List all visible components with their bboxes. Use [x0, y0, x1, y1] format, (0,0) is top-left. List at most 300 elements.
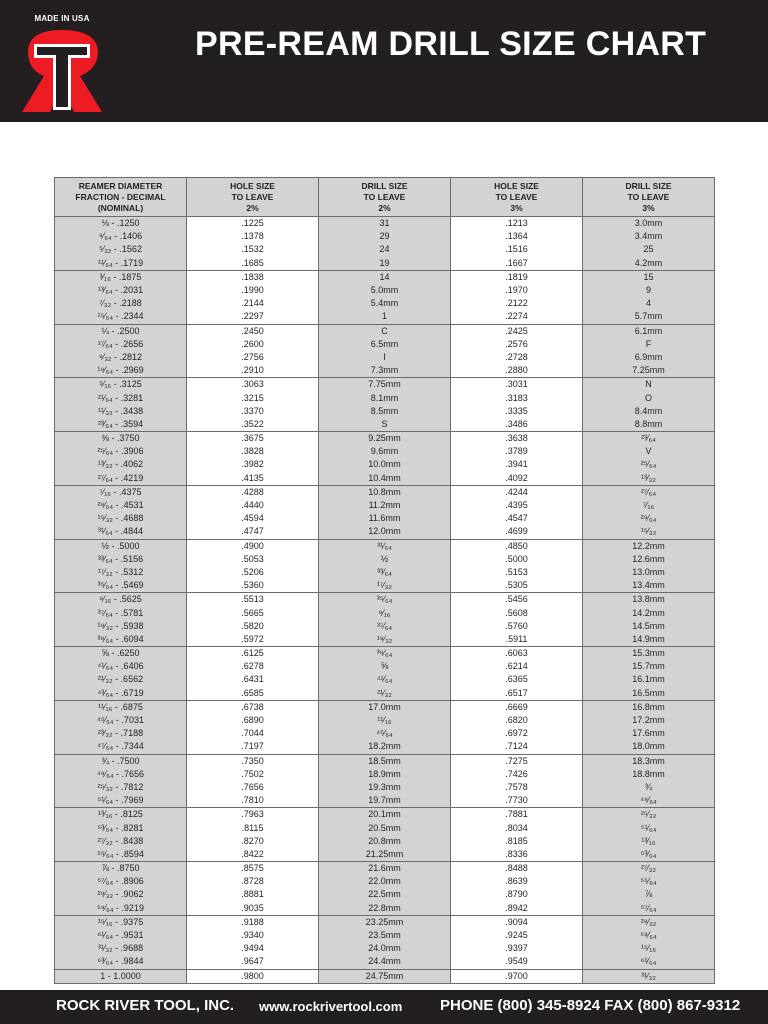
table-cell: .3638 [451, 432, 583, 446]
table-cell: ¹⁹⁄₆₄ - .2969 [55, 364, 187, 378]
table-cell: ³⁵⁄₆₄ [319, 593, 451, 607]
table-cell: 22.8mm [319, 902, 451, 916]
table-cell: ⁴⁹⁄₆₄ [583, 794, 715, 808]
table-cell: .7730 [451, 794, 583, 808]
table-cell: .3675 [187, 432, 319, 446]
table-cell: 5.4mm [319, 297, 451, 310]
table-cell: 22.0mm [319, 875, 451, 888]
column-header-line: 2% [378, 202, 391, 213]
table-cell: .9549 [451, 955, 583, 969]
table-cell: ¹³⁄₆₄ - .2031 [55, 284, 187, 297]
table-cell: ³³⁄₆₄ - .5156 [55, 553, 187, 566]
table-row [55, 969, 715, 983]
table-cell: .4547 [451, 512, 583, 525]
table-cell: 15 [583, 270, 715, 284]
table-cell: 10.4mm [319, 472, 451, 486]
table-cell: .5153 [451, 566, 583, 579]
table-cell: ¹⁷⁄₃₂ - .5312 [55, 566, 187, 579]
header-banner [0, 0, 768, 122]
table-cell: 9.25mm [319, 432, 451, 446]
table-cell: O [583, 391, 715, 404]
table-cell: .7578 [451, 781, 583, 794]
table-row [55, 781, 715, 794]
table-row [55, 620, 715, 633]
column-header-line: DRILL SIZE [361, 180, 408, 191]
table-cell: .7275 [451, 754, 583, 768]
table-cell: ⁴¹⁄₆₄ - .6406 [55, 660, 187, 673]
table-row [55, 297, 715, 310]
table-cell: ¹⁵⁄₁₆ [583, 942, 715, 955]
table-cell: .8942 [451, 902, 583, 916]
table-cell: .5911 [451, 633, 583, 647]
table-cell: .4244 [451, 485, 583, 499]
table-cell: .3486 [451, 418, 583, 432]
table-cell: .2122 [451, 297, 583, 310]
table-cell: .8881 [187, 888, 319, 901]
table-row [55, 633, 715, 647]
table-cell: ¾ [583, 781, 715, 794]
table-cell: ²⁷⁄₆₄ - .4219 [55, 472, 187, 486]
table-cell: 15.3mm [583, 647, 715, 661]
table-row [55, 270, 715, 284]
rock-river-t-logo-icon [22, 28, 102, 112]
table-cell: .3063 [187, 378, 319, 392]
table-row [55, 862, 715, 876]
table-cell: ²¹⁄₃₂ - .6562 [55, 673, 187, 686]
table-cell: 4 [583, 297, 715, 310]
table-cell: .6972 [451, 727, 583, 740]
table-row [55, 955, 715, 969]
table-cell: 11.2mm [319, 499, 451, 512]
table-cell: ²⁵⁄₃₂ [583, 808, 715, 822]
table-cell: .1838 [187, 270, 319, 284]
table-row [55, 324, 715, 338]
table-cell: ⁵¹⁄₆₄ - .7969 [55, 794, 187, 808]
table-cell: .6890 [187, 714, 319, 727]
table-cell: ⁹⁄₃₂ - .2812 [55, 351, 187, 364]
table-cell: 19.7mm [319, 794, 451, 808]
table-cell: .5665 [187, 606, 319, 619]
table-cell: .4594 [187, 512, 319, 525]
table-cell: 17.6mm [583, 727, 715, 740]
table-cell: 8.4mm [583, 405, 715, 418]
table-cell: .1378 [187, 230, 319, 243]
table-cell: ²³⁄₆₄ [583, 432, 715, 446]
table-cell: 18.8mm [583, 768, 715, 781]
table-cell: .9094 [451, 915, 583, 929]
table-cell: ⁹⁄₁₆ [319, 606, 451, 619]
table-row [55, 405, 715, 418]
table-cell: ²⁹⁄₆₄ [583, 512, 715, 525]
table-cell: .2576 [451, 338, 583, 351]
table-cell: ⁴⁹⁄₆₄ - .7656 [55, 768, 187, 781]
table-cell: .5760 [451, 620, 583, 633]
table-cell: ¹⁹⁄₃₂ [319, 633, 451, 647]
table-row [55, 458, 715, 471]
table-cell: 9.6mm [319, 445, 451, 458]
table-cell: ¹¹⁄₆₄ - .1719 [55, 257, 187, 271]
table-cell: .9700 [451, 969, 583, 983]
table-row [55, 714, 715, 727]
footer-website-link[interactable]: www.rockrivertool.com [259, 999, 403, 1014]
table-cell: ¹³⁄₁₆ [583, 835, 715, 848]
table-cell: .1225 [187, 217, 319, 231]
table-cell: ⁷⁄₁₆ [583, 499, 715, 512]
table-cell: ¹¹⁄₁₆ [319, 714, 451, 727]
table-cell: .2728 [451, 351, 583, 364]
table-cell: ½ [319, 553, 451, 566]
table-cell: ³¹⁄₃₂ - .9688 [55, 942, 187, 955]
table-cell: ²¹⁄₃₂ [319, 687, 451, 701]
table-row [55, 579, 715, 593]
column-header-line: FRACTION - DECIMAL [75, 191, 166, 202]
table-cell: 18.5mm [319, 754, 451, 768]
table-row [55, 391, 715, 404]
table-row [55, 754, 715, 768]
table-cell: .8639 [451, 875, 583, 888]
table-cell: .6278 [187, 660, 319, 673]
table-cell: .3828 [187, 445, 319, 458]
table-cell: .6738 [187, 700, 319, 714]
table-cell: ²⁵⁄₆₄ [583, 458, 715, 471]
table-row [55, 848, 715, 862]
column-header-line: (NOMINAL) [97, 202, 144, 213]
table-cell: 18.0mm [583, 740, 715, 754]
column-header-line: 2% [246, 202, 259, 213]
table-cell: .9035 [187, 902, 319, 916]
table-cell: .1685 [187, 257, 319, 271]
table-row [55, 512, 715, 525]
table-row [55, 445, 715, 458]
table-cell: .6585 [187, 687, 319, 701]
column-header [55, 178, 187, 217]
table-row [55, 351, 715, 364]
table-row [55, 902, 715, 916]
table-cell: .9188 [187, 915, 319, 929]
footer-company-name: ROCK RIVER TOOL, INC. [56, 997, 235, 1014]
table-cell: ³⁹⁄₆₄ [319, 647, 451, 661]
column-header-line: TO LEAVE [231, 191, 274, 202]
table-cell: 8.5mm [319, 405, 451, 418]
table-cell: N [583, 378, 715, 392]
table-cell: 20.8mm [319, 835, 451, 848]
table-cell: .5000 [451, 553, 583, 566]
table-cell: ²⁵⁄₆₄ - .3906 [55, 445, 187, 458]
column-header-line: DRILL SIZE [625, 180, 672, 191]
table-cell: 5.0mm [319, 284, 451, 297]
table-cell: ³⁵⁄₆₄ - .5469 [55, 579, 187, 593]
table-cell: .2425 [451, 324, 583, 338]
table-cell: 12.6mm [583, 553, 715, 566]
table-row [55, 418, 715, 432]
table-cell: .3335 [451, 405, 583, 418]
table-row [55, 673, 715, 686]
table-cell: 6.9mm [583, 351, 715, 364]
column-header-line: REAMER DIAMETER [78, 180, 163, 191]
table-cell: 7.3mm [319, 364, 451, 378]
table-cell: .2880 [451, 364, 583, 378]
table-cell: 16.5mm [583, 687, 715, 701]
table-cell: .7044 [187, 727, 319, 740]
table-cell: S [319, 418, 451, 432]
table-cell: .5456 [451, 593, 583, 607]
table-cell: .5513 [187, 593, 319, 607]
table-cell: ⁵⁹⁄₆₄ - .9219 [55, 902, 187, 916]
table-cell: 14.9mm [583, 633, 715, 647]
table-cell: ⁴⁷⁄₆₄ - .7344 [55, 740, 187, 754]
table-cell: ⁴³⁄₆₄ - .6719 [55, 687, 187, 701]
table-row [55, 660, 715, 673]
column-header [319, 178, 451, 217]
table-cell: ⁶³⁄₆₄ - .9844 [55, 955, 187, 969]
table-cell: ⅛ - .1250 [55, 217, 187, 231]
table-cell: .4900 [187, 539, 319, 553]
table-cell: 10.8mm [319, 485, 451, 499]
table-cell: ²⁷⁄₆₄ [583, 485, 715, 499]
table-cell: .1364 [451, 230, 583, 243]
table-cell: .5820 [187, 620, 319, 633]
table-cell: 3.0mm [583, 217, 715, 231]
table-cell: .3370 [187, 405, 319, 418]
table-cell: ¹⁷⁄₆₄ - .2656 [55, 338, 187, 351]
table-cell: .5360 [187, 579, 319, 593]
table-cell: ²⁹⁄₃₂ [583, 915, 715, 929]
table-cell: 14.5mm [583, 620, 715, 633]
table-cell: 16.8mm [583, 700, 715, 714]
table-cell: .4699 [451, 525, 583, 539]
table-row [55, 915, 715, 929]
table-cell: .4747 [187, 525, 319, 539]
table-row [55, 794, 715, 808]
table-cell: .3031 [451, 378, 583, 392]
table-cell: .2274 [451, 310, 583, 324]
table-cell: .9340 [187, 929, 319, 942]
table-cell: ¹¹⁄₃₂ - .3438 [55, 405, 187, 418]
table-row [55, 740, 715, 754]
table-cell: 21.25mm [319, 848, 451, 862]
table-row [55, 230, 715, 243]
table-cell: ⁵¹⁄₆₄ [583, 821, 715, 834]
column-header-line: 3% [642, 202, 655, 213]
table-cell: 17.2mm [583, 714, 715, 727]
table-row [55, 768, 715, 781]
column-header-line: HOLE SIZE [494, 180, 539, 191]
table-cell: ¹³⁄₃₂ - .4062 [55, 458, 187, 471]
table-cell: ⁵⁵⁄₆₄ [583, 875, 715, 888]
table-cell: ³⁷⁄₆₄ [319, 620, 451, 633]
table-cell: .9494 [187, 942, 319, 955]
table-cell: 12.0mm [319, 525, 451, 539]
table-cell: ³⁹⁄₆₄ - .6094 [55, 633, 187, 647]
company-logo [22, 14, 102, 112]
column-header-line: 3% [510, 202, 523, 213]
table-cell: .4395 [451, 499, 583, 512]
table-cell: .7881 [451, 808, 583, 822]
table-cell: ½ - .5000 [55, 539, 187, 553]
table-cell: ⁶¹⁄₆₄ [583, 955, 715, 969]
table-row [55, 432, 715, 446]
table-cell: ¹⁵⁄₁₆ - .9375 [55, 915, 187, 929]
table-row [55, 257, 715, 271]
table-cell: 31 [319, 217, 451, 231]
table-cell: ²⁷⁄₃₂ - .8438 [55, 835, 187, 848]
table-cell: 16.1mm [583, 673, 715, 686]
table-cell: ²³⁄₃₂ - .7188 [55, 727, 187, 740]
table-cell: ²⁹⁄₃₂ - .9062 [55, 888, 187, 901]
table-cell: .6669 [451, 700, 583, 714]
table-cell: ²⁵⁄₃₂ - .7812 [55, 781, 187, 794]
table-cell: 22.5mm [319, 888, 451, 901]
table-cell: .7197 [187, 740, 319, 754]
table-row [55, 727, 715, 740]
table-cell: ³¹⁄₆₄ - .4844 [55, 525, 187, 539]
table-row [55, 338, 715, 351]
table-cell: .4850 [451, 539, 583, 553]
table-cell: ¼ - .2500 [55, 324, 187, 338]
drill-size-table [54, 177, 715, 984]
table-cell: .8336 [451, 848, 583, 862]
table-row [55, 700, 715, 714]
table-cell: .3789 [451, 445, 583, 458]
table-row [55, 472, 715, 486]
column-header-line: HOLE SIZE [230, 180, 275, 191]
table-row [55, 525, 715, 539]
table-cell: .8728 [187, 875, 319, 888]
table-cell: ¾ - .7500 [55, 754, 187, 768]
table-cell: .7124 [451, 740, 583, 754]
table-cell: .6431 [187, 673, 319, 686]
table-cell: 7.75mm [319, 378, 451, 392]
table-cell: 24.4mm [319, 955, 451, 969]
table-cell: ⅝ - .6250 [55, 647, 187, 661]
table-cell: .1532 [187, 243, 319, 256]
table-cell: .8115 [187, 821, 319, 834]
table-cell: 12.2mm [583, 539, 715, 553]
table-cell: .9800 [187, 969, 319, 983]
table-row [55, 566, 715, 579]
table-row [55, 808, 715, 822]
table-row [55, 942, 715, 955]
table-cell: 14.2mm [583, 606, 715, 619]
table-row [55, 835, 715, 848]
table-cell: .7810 [187, 794, 319, 808]
table-row [55, 687, 715, 701]
table-cell: 29 [319, 230, 451, 243]
table-cell: ⁷⁄₃₂ - .2188 [55, 297, 187, 310]
table-cell: 7.25mm [583, 364, 715, 378]
table-cell: ¹⁵⁄₃₂ - .4688 [55, 512, 187, 525]
table-cell: 6.1mm [583, 324, 715, 338]
table-cell: ²⁷⁄₃₂ [583, 862, 715, 876]
table-cell: ⁵⁹⁄₆₄ [583, 929, 715, 942]
table-cell: ⁵⁄₁₆ - .3125 [55, 378, 187, 392]
table-header-row [55, 178, 715, 217]
table-cell: ⁵⁄₃₂ - .1562 [55, 243, 187, 256]
column-header [583, 178, 715, 217]
table-cell: V [583, 445, 715, 458]
table-cell: .1516 [451, 243, 583, 256]
table-cell: ⁵⁵⁄₆₄ - .8594 [55, 848, 187, 862]
table-cell: 8.8mm [583, 418, 715, 432]
table-cell: .6125 [187, 647, 319, 661]
table-cell: C [319, 324, 451, 338]
table-row [55, 364, 715, 378]
table-cell: ³⁷⁄₆₄ - .5781 [55, 606, 187, 619]
table-cell: ¹³⁄₁₆ - .8125 [55, 808, 187, 822]
table-cell: .3522 [187, 418, 319, 432]
table-cell: F [583, 338, 715, 351]
table-cell: 13.8mm [583, 593, 715, 607]
table-cell: 10.0mm [319, 458, 451, 471]
table-cell: ⁶¹⁄₆₄ - .9531 [55, 929, 187, 942]
table-row [55, 243, 715, 256]
table-cell: ³¹⁄₃₂ [583, 969, 715, 983]
table-cell: 24 [319, 243, 451, 256]
table-cell: .8575 [187, 862, 319, 876]
table-cell: ¹⁹⁄₃₂ - .5938 [55, 620, 187, 633]
table-cell: ²¹⁄₆₄ - .3281 [55, 391, 187, 404]
table-cell: ⁹⁄₆₄ - .1406 [55, 230, 187, 243]
table-cell: .8488 [451, 862, 583, 876]
column-header-line: TO LEAVE [627, 191, 670, 202]
table-cell: ⅝ [319, 660, 451, 673]
table-cell: 11.6mm [319, 512, 451, 525]
table-cell: .8185 [451, 835, 583, 848]
table-cell: ¹⁵⁄₃₂ [583, 525, 715, 539]
column-header [187, 178, 319, 217]
footer-banner [0, 990, 768, 1024]
table-cell: .1819 [451, 270, 583, 284]
table-cell: 1 - 1.0000 [55, 969, 187, 983]
page-title: PRE-REAM DRILL SIZE CHART [195, 25, 707, 63]
table-cell: .5053 [187, 553, 319, 566]
table-cell: .3183 [451, 391, 583, 404]
table-cell: .3215 [187, 391, 319, 404]
table-cell: .6820 [451, 714, 583, 727]
table-cell: 13.4mm [583, 579, 715, 593]
table-cell: .6214 [451, 660, 583, 673]
table-row [55, 499, 715, 512]
table-cell: .1213 [451, 217, 583, 231]
column-header-line: TO LEAVE [495, 191, 538, 202]
table-cell: I [319, 351, 451, 364]
table-cell: 19.3mm [319, 781, 451, 794]
table-cell: .8422 [187, 848, 319, 862]
table-cell: .4092 [451, 472, 583, 486]
table-cell: .7502 [187, 768, 319, 781]
table-cell: .2756 [187, 351, 319, 364]
table-cell: .1990 [187, 284, 319, 297]
table-cell: ⅞ - .8750 [55, 862, 187, 876]
table-cell: .5206 [187, 566, 319, 579]
table-cell: ⅞ [583, 888, 715, 901]
table-cell: .2600 [187, 338, 319, 351]
table-cell: .7656 [187, 781, 319, 794]
table-cell: 13.0mm [583, 566, 715, 579]
table-row [55, 284, 715, 297]
table-cell: .6517 [451, 687, 583, 701]
table-cell: ⅜ - .3750 [55, 432, 187, 446]
table-cell: 18.3mm [583, 754, 715, 768]
table-cell: ⁵⁷⁄₆₄ [583, 902, 715, 916]
table-row [55, 539, 715, 553]
table-cell: 18.2mm [319, 740, 451, 754]
table-cell: ¹⁵⁄₆₄ - .2344 [55, 310, 187, 324]
table-cell: .2910 [187, 364, 319, 378]
table-cell: ⁵³⁄₆₄ - .8281 [55, 821, 187, 834]
table-row [55, 310, 715, 324]
table-row [55, 485, 715, 499]
